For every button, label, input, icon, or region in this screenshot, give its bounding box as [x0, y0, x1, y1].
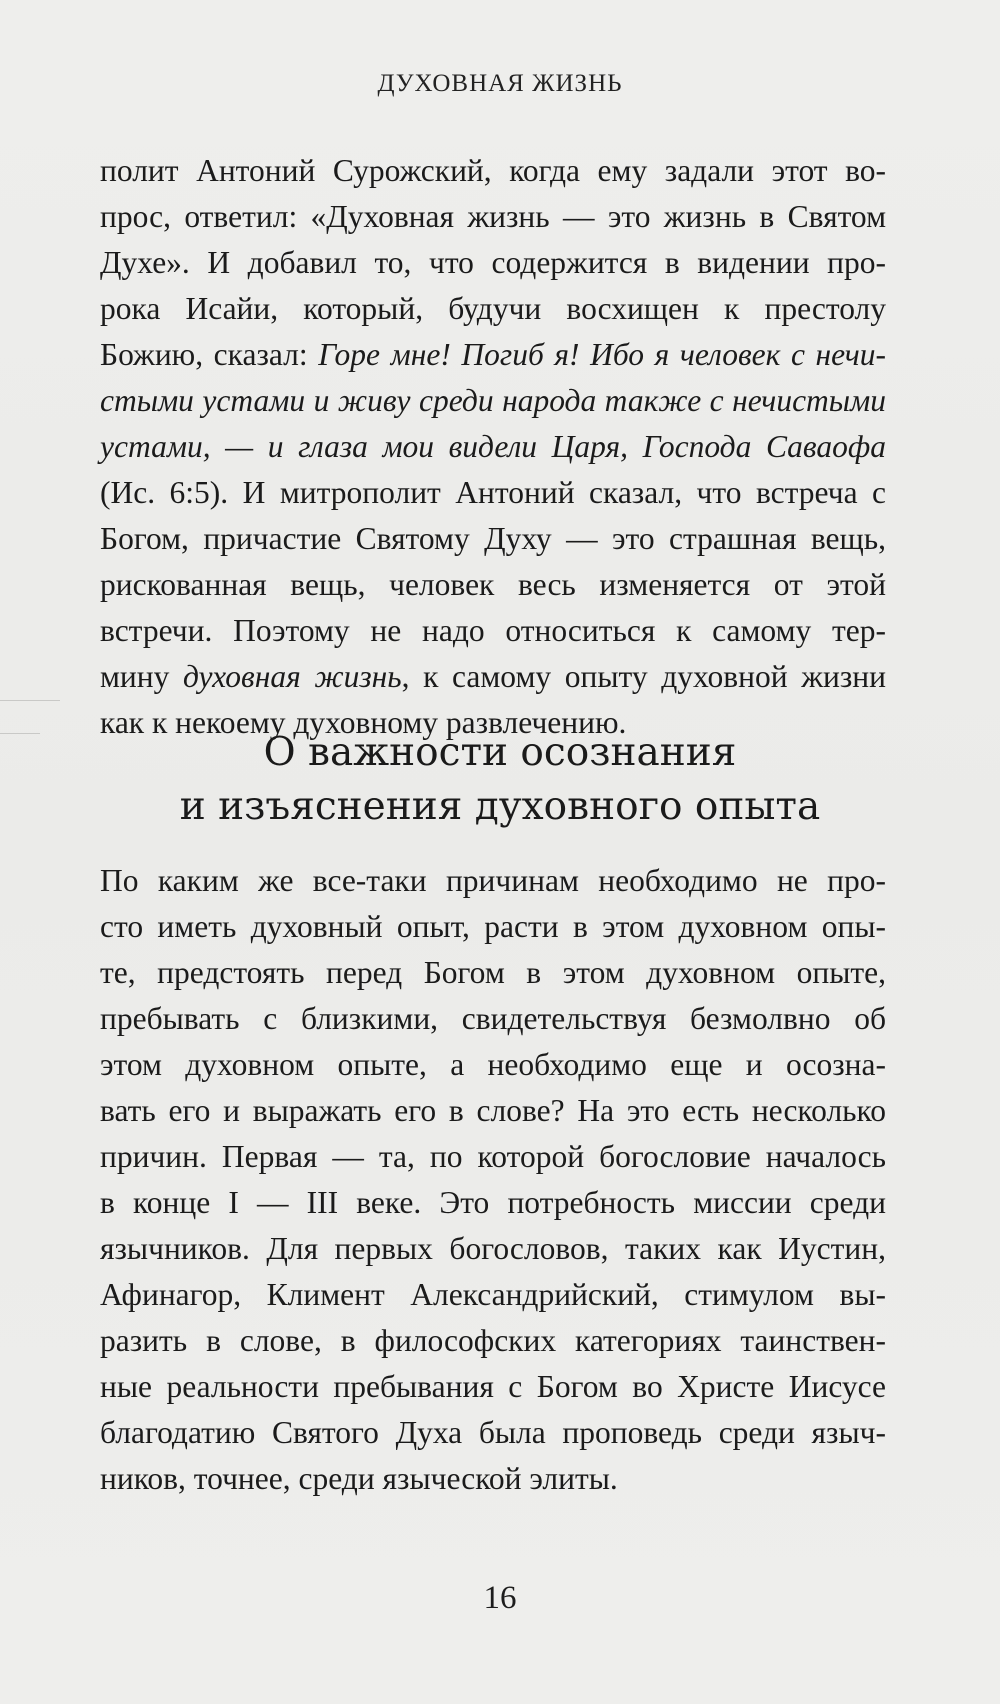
text-line — [100, 194, 886, 240]
text-segment: Богом, причастие Святому Духу — это страшная вещь, — [100, 521, 886, 556]
text-line — [100, 996, 886, 1042]
text-line — [100, 1042, 886, 1088]
text-line — [100, 654, 886, 700]
text-segment: как к некоему духовному развлечению. — [100, 705, 627, 740]
text-line — [100, 950, 886, 996]
text-line — [100, 562, 886, 608]
section-heading-line-2: и изъяснения духовного опыта — [179, 784, 821, 829]
text-segment: ные реальности пребывания с Богом во Христе Иисусе — [100, 1369, 886, 1404]
text-segment: пребывать с близкими, свидетельствуя безмолвно об — [100, 1001, 886, 1036]
text-segment: По каким же все-таки причинам необходимо не про- — [100, 863, 886, 898]
text-segment: язычников. Для первых богословов, таких как Иустин, — [100, 1231, 886, 1266]
italic-text: Горе мне! Погиб я! Ибо я человек с нечи- — [318, 337, 886, 372]
text-segment: рискованная вещь, человек весь изменяется от этой — [100, 567, 886, 602]
text-segment: разить в слове, в философских категориях таинствен- — [100, 1323, 886, 1358]
text-segment: вать его и выражать его в слове? На это есть несколько — [100, 1093, 886, 1128]
text-line — [100, 516, 886, 562]
page-number: 16 — [483, 1580, 517, 1616]
section-heading-line-1: О важности осознания — [263, 730, 737, 775]
text-segment: этом духовном опыте, а необходимо еще и осозна- — [100, 1047, 886, 1082]
text-segment: сто иметь духовный опыт, расти в этом духовном опы- — [100, 909, 886, 944]
text-segment: Афинагор, Климент Александрийский, стимулом вы- — [100, 1277, 886, 1312]
text-segment: Духе». И добавил то, что содержится в видении про- — [100, 245, 886, 280]
text-line — [100, 470, 886, 516]
text-line — [100, 378, 886, 424]
text-segment: Божию, сказал: — [100, 337, 319, 372]
text-line — [100, 1456, 886, 1502]
italic-text: духовная жизнь — [183, 659, 402, 694]
text-line — [100, 1134, 886, 1180]
text-line — [100, 858, 886, 904]
text-segment: рока Исайи, который, будучи восхищен к престолу — [100, 291, 886, 326]
text-line — [100, 1410, 886, 1456]
text-segment: благодатию Святого Духа была проповедь среди языч- — [100, 1415, 886, 1450]
text-segment: прос, ответил: «Духовная жизнь — это жизнь в Святом — [100, 199, 886, 234]
text-segment: те, предстоять перед Богом в этом духовном опыте, — [100, 955, 886, 990]
text-line — [100, 332, 886, 378]
text-segment: встречи. Поэтому не надо относиться к самому тер- — [100, 613, 886, 648]
text-segment: причин. Первая — та, по которой богословие началось — [100, 1139, 886, 1174]
text-line — [100, 240, 886, 286]
text-segment: (Ис. 6:5). И митрополит Антоний сказал, что встреча с — [100, 475, 886, 510]
text-line — [100, 904, 886, 950]
text-segment: , к самому опыту духовной жизни — [401, 659, 886, 694]
text-line — [100, 1364, 886, 1410]
running-head: ДУХОВНАЯ ЖИЗНЬ — [377, 70, 623, 97]
italic-text: устами, — и глаза мои видели Царя, Господа Саваофа — [100, 429, 886, 464]
text-line — [100, 424, 886, 470]
text-line — [100, 1318, 886, 1364]
text-segment: мину — [100, 659, 183, 694]
text-segment: полит Антоний Сурожский, когда ему задали этот во- — [100, 153, 886, 188]
text-line — [100, 1272, 886, 1318]
paragraph-1 — [100, 148, 886, 746]
text-segment: ников, точнее, среди языческой элиты. — [100, 1461, 618, 1496]
text-line — [100, 1088, 886, 1134]
text-line — [100, 1226, 886, 1272]
text-line — [100, 148, 886, 194]
text-segment: в конце I — III веке. Это потребность миссии среди — [100, 1185, 886, 1220]
scan-artifact-line — [0, 700, 60, 701]
italic-text: стыми устами и живу среди народа также с нечистыми — [100, 383, 886, 418]
text-line — [100, 608, 886, 654]
text-line — [100, 286, 886, 332]
paragraph-2 — [100, 858, 886, 1502]
text-line — [100, 1180, 886, 1226]
